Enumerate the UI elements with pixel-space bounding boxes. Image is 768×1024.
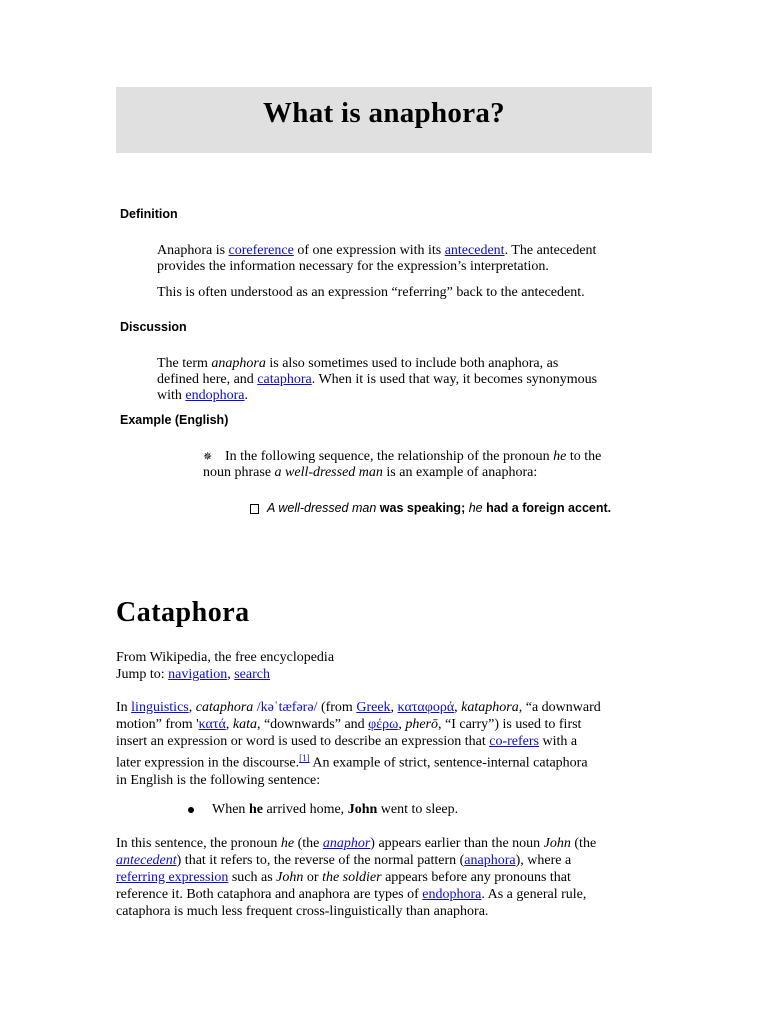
text-run: , [227, 667, 235, 682]
text-run: Jump to: [116, 667, 169, 682]
anaphora-link[interactable]: anaphora [464, 853, 516, 868]
discussion-heading: Discussion [120, 320, 187, 334]
definition-heading: Definition [120, 207, 178, 221]
source-line: From Wikipedia, the free encyclopedia [116, 650, 335, 665]
text-run: pherō [405, 717, 438, 732]
text-run: insert an expression or word is used to describe an expression that [116, 734, 490, 749]
phero-greek-link[interactable]: φέρω [368, 717, 399, 732]
cataphora-paragraph-2 [116, 835, 638, 920]
text-run: arrived home, [262, 802, 348, 817]
greek-link[interactable]: Greek [356, 700, 391, 715]
text-run: John [347, 802, 378, 817]
antecedent-link-2[interactable]: antecedent [116, 853, 177, 868]
text-run: John [276, 870, 304, 885]
text-run: noun phrase [203, 465, 275, 480]
text-run: appears before any pronouns that [381, 870, 571, 885]
pronunciation-link[interactable]: /kəˈtæfərə/ [253, 700, 318, 715]
text-run: he [553, 449, 567, 464]
example-bullet-item [188, 801, 648, 818]
text-run: ) appears earlier than the noun [370, 836, 544, 851]
text-run: provides the information necessary for the expression’s interpretation. [157, 259, 549, 274]
text-run: In this sentence, the pronoun [116, 836, 281, 851]
navigation-link[interactable]: navigation [168, 667, 228, 682]
text-run: of one expression with its [293, 243, 445, 258]
text-run: . As a general rule, [481, 887, 587, 902]
text-run: had a foreign accent. [482, 501, 612, 515]
definition-paragraph-2: This is often understood as an expression “referring” back to the antecedent. [157, 285, 585, 300]
text-run: In the following sequence, the relationship of the pronoun [225, 449, 554, 464]
text-run: defined here, and [157, 372, 258, 387]
text-run: he [468, 501, 483, 515]
example-heading: Example (English) [120, 413, 229, 427]
text-run: such as [228, 870, 277, 885]
text-run: Anaphora is [157, 243, 229, 258]
text-run: In [116, 700, 132, 715]
text-run: cataphora is much less frequent cross-linguistically than anaphora. [116, 904, 489, 919]
text-run: (from [317, 700, 357, 715]
text-run: later expression in the discourse. [116, 755, 300, 771]
text-run: the soldier [322, 870, 382, 885]
text-run: was speaking; [376, 501, 469, 515]
text-run: reference it. Both cataphora and anaphora are types of [116, 887, 423, 902]
text-run: (the [570, 836, 597, 851]
text-run: A well-dressed man [267, 501, 377, 515]
text-run: went to sleep. [377, 802, 459, 817]
text-run: The term [157, 356, 212, 371]
endophora-link-2[interactable]: endophora [422, 887, 482, 902]
search-link[interactable]: search [234, 667, 270, 682]
cataphora-title: Cataphora [116, 597, 250, 628]
text-run: When [212, 802, 249, 817]
discussion-paragraph [157, 356, 657, 404]
text-run: with a [539, 734, 578, 749]
linguistics-link[interactable]: linguistics [131, 700, 189, 715]
text-run: with [157, 388, 186, 403]
text-run: . The antecedent [504, 243, 597, 258]
text-run: , [188, 700, 196, 715]
text-run: he [248, 802, 263, 817]
reference-link[interactable]: [1] [299, 753, 310, 763]
text-run: (the [294, 836, 323, 851]
text-run: is also sometimes used to include both anaphora, as [265, 356, 559, 371]
example-sentence [250, 500, 670, 516]
text-run: cataphora [195, 700, 254, 715]
endophora-link[interactable]: endophora [185, 388, 245, 403]
text-run: , [454, 700, 462, 715]
cataphora-link[interactable]: cataphora [257, 372, 312, 387]
text-run: kataphora [461, 700, 519, 715]
text-run: John [543, 836, 571, 851]
text-run: or [303, 870, 323, 885]
text-run: ), where a [515, 853, 572, 868]
text-run: motion” from ' [116, 717, 199, 732]
text-run: is an example of anaphora: [382, 465, 538, 480]
text-run: . [244, 388, 248, 403]
example-paragraph [203, 449, 663, 481]
text-run: to the [566, 449, 602, 464]
text-run: . When it is used that way, it becomes synonymous [311, 372, 598, 387]
anaphor-link[interactable]: anaphor [322, 836, 371, 851]
antecedent-link[interactable]: antecedent [444, 243, 505, 258]
kata-greek-link[interactable]: κατά [198, 717, 226, 732]
jump-to-line [116, 666, 638, 683]
box-bullet-icon [250, 504, 259, 514]
text-run: , “I carry”) is used to first [438, 717, 582, 732]
bullet-dot-icon [188, 807, 194, 813]
text-run: An example of strict, sentence-internal cataphora [309, 755, 588, 771]
text-run: , “a downward [518, 700, 601, 715]
cataphora-paragraph-1 [116, 699, 638, 789]
referring-expression-link[interactable]: referring expression [116, 870, 229, 885]
co-refers-link[interactable]: co-refers [489, 734, 539, 749]
text-run: in English is the following sentence: [116, 772, 321, 788]
kataphora-greek-link[interactable]: καταφορά [397, 700, 455, 715]
page-title: What is anaphora? [263, 97, 505, 129]
text-run: ) that it refers to, the reverse of the normal pattern ( [176, 853, 465, 868]
text-run: , “downwards” and [256, 717, 369, 732]
text-run: , [390, 700, 398, 715]
text-run: , [225, 717, 233, 732]
title-banner [116, 87, 652, 153]
text-run: , [398, 717, 406, 732]
text-run: he [280, 836, 295, 851]
star-bullet-icon: ✵ [203, 451, 213, 463]
term-anaphora: anaphora [211, 356, 266, 371]
text-run: a well-dressed man [274, 465, 383, 480]
definition-paragraph-1 [157, 243, 657, 275]
text-run: kata [232, 717, 257, 732]
coreference-link[interactable]: coreference [228, 243, 294, 258]
